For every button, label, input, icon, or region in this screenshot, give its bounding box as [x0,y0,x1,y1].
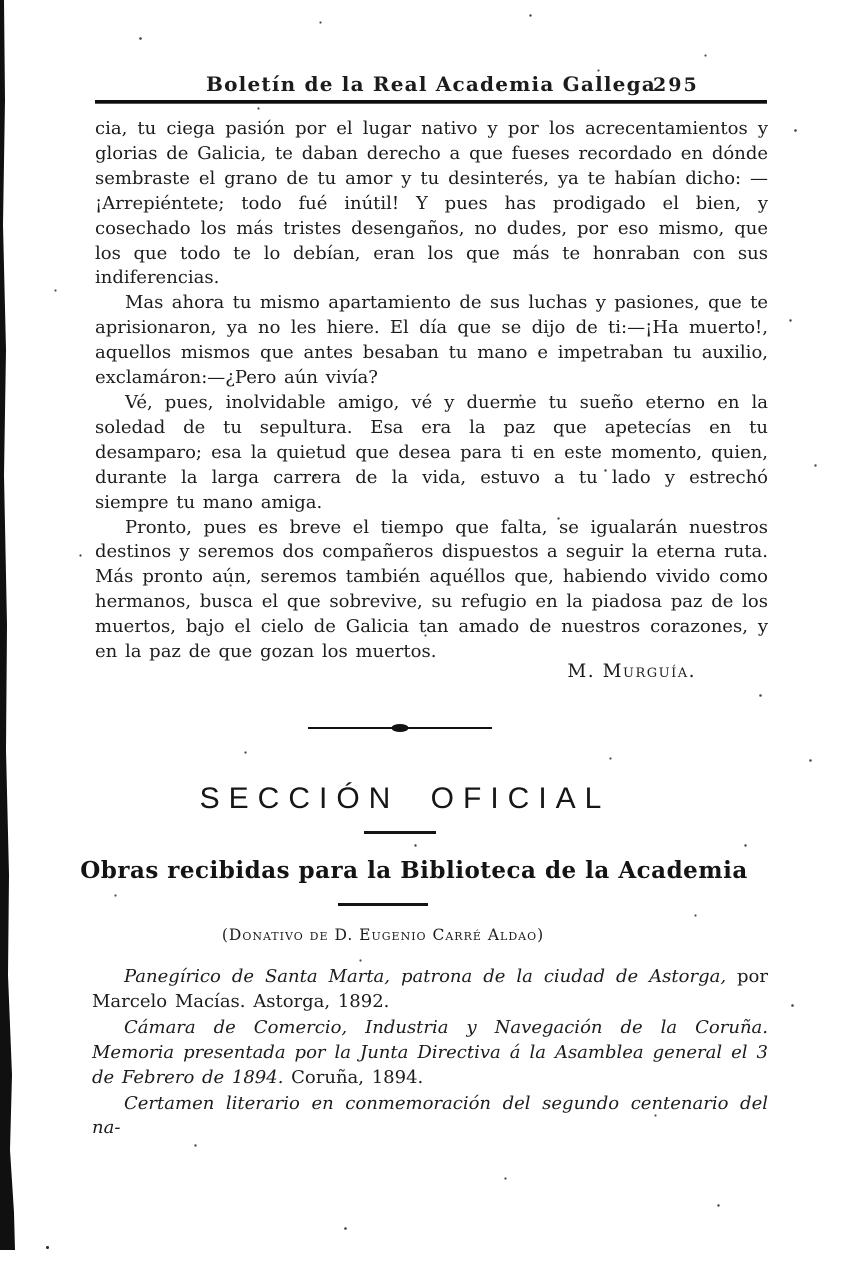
works-received-heading: Obras recibidas para la Biblioteca de la Academia [80,857,748,884]
divider-diamond-icon [392,724,409,732]
running-head-title: Boletín de la Real Academia Gallega [206,72,656,96]
bibliography-entries [92,965,768,1142]
work-entry [92,965,768,1015]
author-signature: M. Murguía. [567,661,696,682]
book-binding-edge [0,0,16,1250]
work-title: Certamen literario en conmemoración del segundo centenario del na- [92,1092,768,1139]
header-rule [95,100,767,104]
paragraph: Pronto, pues es breve el tiempo que falta, se igualarán nuestros destinos y seremos dos compañeros dispuestos a seguir la eterna ruta. Más pronto aún, seremos también aquéllos que, habiendo vivido como hermanos, busca el que sobrevive, su refugio en la piadosa paz de los muertos, bajo el cielo de Galicia tan amado de nuestros corazones, y en la paz de que gozan los muertos. [95,516,768,663]
paragraph: Vé, pues, inolvidable amigo, vé y duerme tu sueño eterno en la soledad de tu sepultura. Esa era la paz que apetecías en tu desamparo; esa la quietud que desea para ti en este momento, quien, durante la larga carrera de la vida, estuvo a tu lado y estrechó siempre tu mano amiga. [95,391,768,513]
scan-noise-speckles [0,0,1,1]
donor-note: (Donativo de D. Eugenio Carré Aldao) [221,926,545,944]
divider-ornament [308,722,492,734]
page-number: 295 [653,74,699,96]
work-title: Cámara de Comercio, Industria y Navegación de la Coruña. Memoria presentada por la Junta Directiva á la Asamblea general el 3 de Febrero de 1894. [92,1016,768,1088]
paragraph: cia, tu ciega pasión por el lugar nativo y por los acrecentamientos y glorias de Galicia, te daban derecho a que fueses recordado en dónde sembraste el grano de tu amor y tu desinterés, ya te habían dicho: —¡Arrepiéntete; todo fué inútil! Y pues has prodigado el bien, y cosechado los más tristes desengaños, no dudes, por eso mismo, que los que todo te lo debían, eran los que más te honraban con sus indiferencias. [95,118,768,289]
work-title: Panegírico de Santa Marta, patrona de la ciudad de Astorga, [124,966,727,987]
work-entry [92,1016,768,1091]
work-entry [92,1092,768,1142]
section-title: SECCIÓN OFICIAL [199,782,611,815]
work-imprint: Coruña, 1894. [283,1066,424,1088]
article-body [95,117,768,665]
section-title-rule [364,831,436,834]
work-imprint: por Marcelo Macías. Astorga, 1892. [92,966,769,1012]
works-heading-rule [338,903,428,906]
paragraph: Mas ahora tu mismo apartamiento de sus luchas y pasiones, que te aprisionaron, ya no les hiere. El día que se dijo de ti:—¡Ha muerto!, aquellos mismos que antes besaban tu mano e impetraban tu auxilio, exclamáron:—¿Pero aún vivía? [95,292,768,389]
